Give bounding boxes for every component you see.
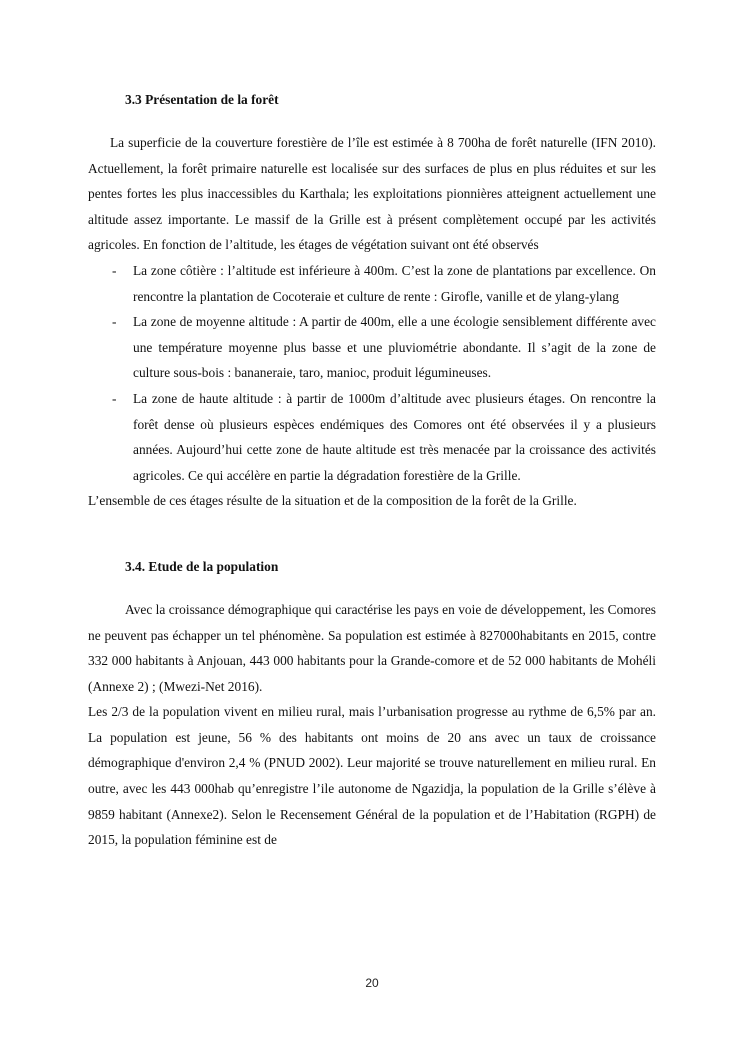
forest-intro-paragraph: La superficie de la couverture forestière de l’île est estimée à 8 700ha de forêt naturelle (IFN 2010). Actuellement, la forêt primaire naturelle est localisée sur des surfaces de plus en plus réduites et sur les pentes fortes les plus inaccessibles du Karthala; les exploitations pionnières atteignent actuellement une altitude assez importante. Le massif de la Grille est à présent complètement occupé par les activités agricoles. En fonction de l’altitude, les étages de végétation suivant ont été observés xyxy=(88,135,656,253)
list-dash: - xyxy=(112,314,117,330)
list-item-mid-altitude-zone xyxy=(88,309,656,386)
page-content xyxy=(88,91,656,853)
list-dash: - xyxy=(112,262,117,278)
population-paragraph-1: Avec la croissance démographique qui caractérise les pays en voie de développement, les Comores ne peuvent pas échapper un tel phénomène. Sa population est estimée à 827000habitants en 2015, contre 332 000 habitants à Anjouan, 443 000 habitants pour la Grande-comore et de 52 000 habitants de Mohéli (Annexe 2) ; (Mwezi-Net 2016). xyxy=(88,601,656,694)
list-dash: - xyxy=(112,390,117,406)
list-item-high-altitude-zone xyxy=(88,386,656,488)
section-3-4-heading: 3.4. Etude de la population xyxy=(125,558,279,574)
list-item-text: La zone de haute altitude : à partir de 1000m d’altitude avec plusieurs étages. On rencontre la forêt dense où plusieurs espèces endémiques des Comores ont été observées il y a plusieurs années. Aujourd’hui cette zone de haute altitude est très menacée par la croissance des activités agricoles. Ce qui accélère en partie la dégradation forestière de la Grille. xyxy=(133,390,656,483)
page-number: 20 xyxy=(365,976,379,990)
section-3-3-heading: 3.3 Présentation de la forêt xyxy=(125,92,279,107)
vegetation-zones-list xyxy=(88,258,656,488)
list-item-text: La zone de moyenne altitude : A partir de 400m, elle a une écologie sensiblement différente avec une température moyenne plus basse et une pluviométrie abondante. Il s’agit de la zone de culture sous-bois : bananeraie, taro, manioc, produit légumineuses. xyxy=(133,314,656,381)
list-item-text: La zone côtière : l’altitude est inférieure à 400m. C’est la zone de plantations par excellence. On rencontre la plantation de Cocoteraie et culture de rente : Girofle, vanille et de ylang-ylang xyxy=(133,262,656,304)
forest-conclusion-paragraph: L’ensemble de ces étages résulte de la situation et de la composition de la forêt de la Grille. xyxy=(88,493,577,509)
population-paragraph-2: Les 2/3 de la population vivent en milieu rural, mais l’urbanisation progresse au rythme de 6,5% par an. La population est jeune, 56 % des habitants ont moins de 20 ans avec un taux de croissance démographique d'environ 2,4 % (PNUD 2002). Leur majorité se trouve naturellement en milieu rural. En outre, avec les 443 000hab qu’enregistre l’ile autonome de Ngazidja, la population de la Grille s’élève à 9859 habitant (Annexe2). Selon le Recensement Général de la population et de l’Habitation (RGPH) de 2015, la population féminine est de xyxy=(88,704,656,848)
list-item-coastal-zone xyxy=(88,258,656,309)
